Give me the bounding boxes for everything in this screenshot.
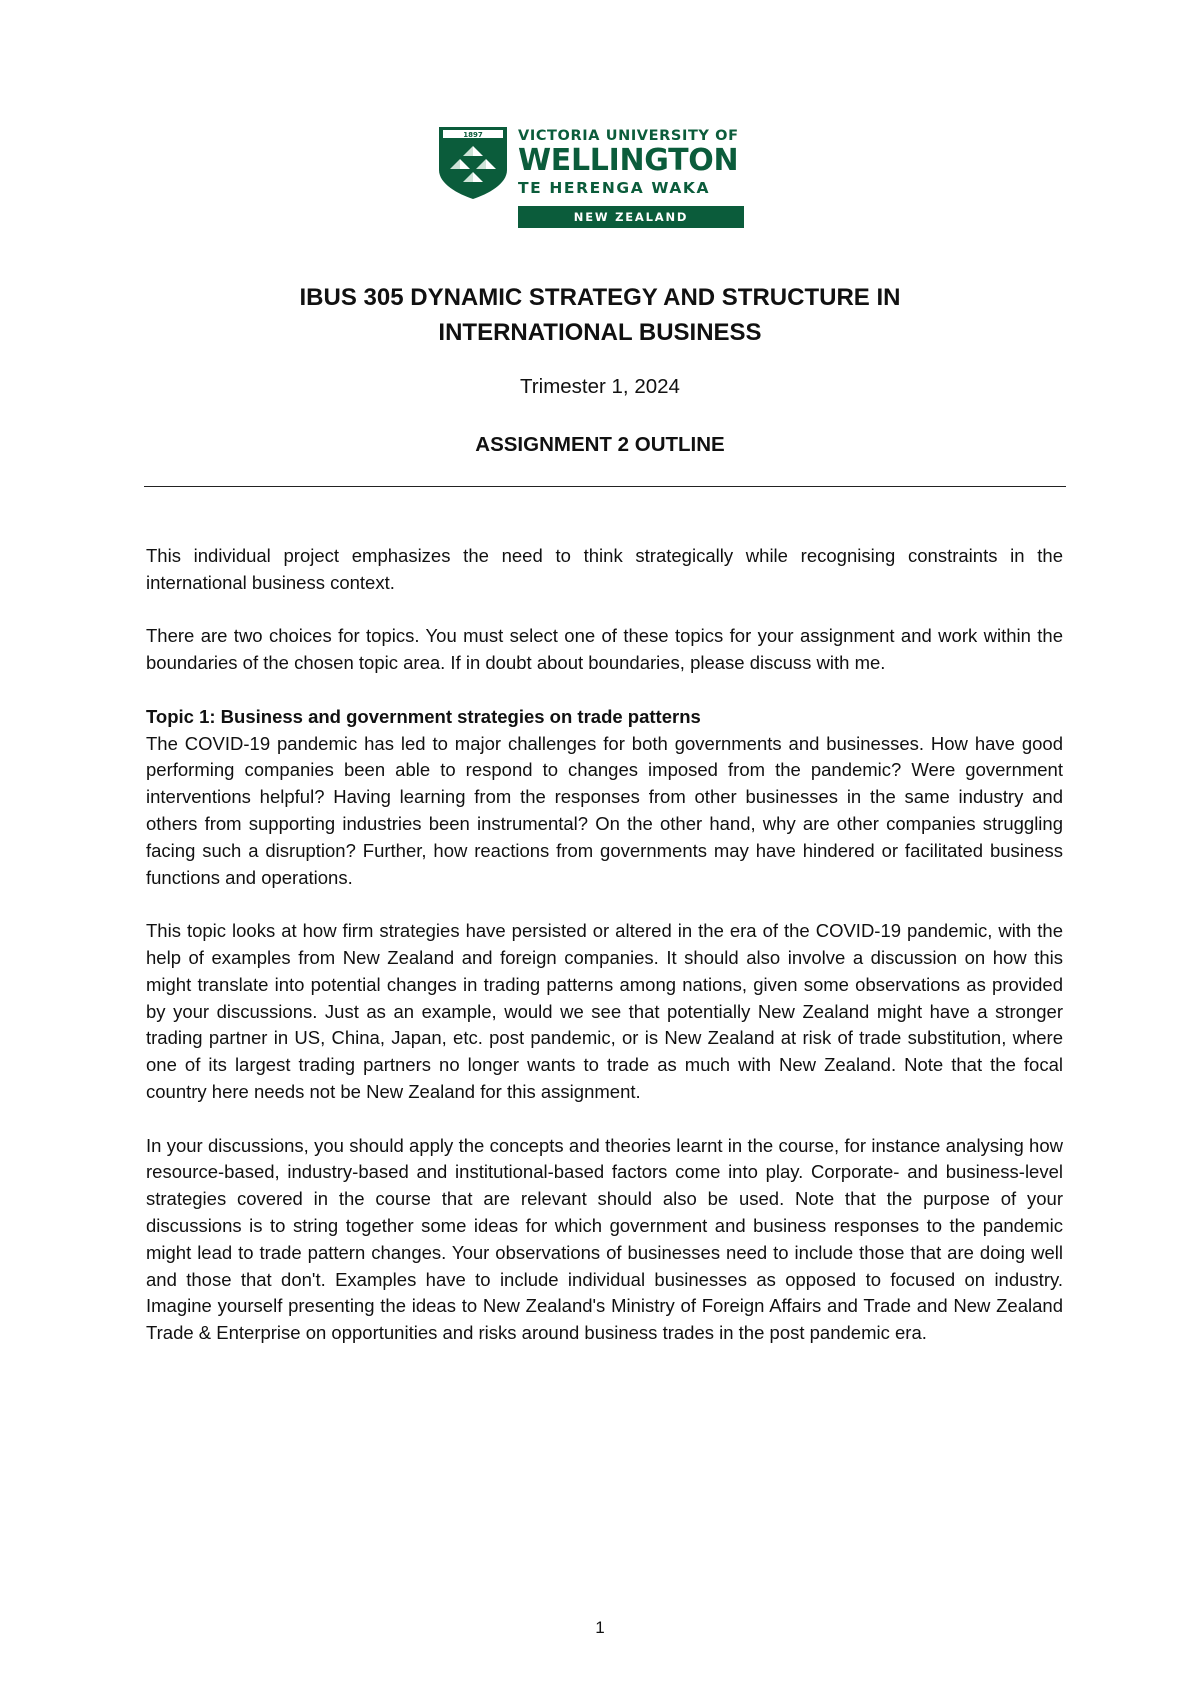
topic1-paragraph-2: This topic looks at how firm strategies have persisted or altered in the era of the COVID-19 pandemic, with the help of examples from New Zealand and foreign companies. It should also involve a discussion on how this might translate into potential changes in trading patterns among nations, given some observations as provided by your discussions. Just as an example, would we see that potentially New Zealand might have a stronger trading partner in US, China, Japan, etc. post pandemic, or is New Zealand at risk of trade substitution, where one of its largest trading partners no longer wants to trade as much with New Zealand. Note that the focal country here needs not be New Zealand for this assignment. [146, 920, 1063, 1102]
intro-paragraph: This individual project emphasizes the need to think strategically while recognising constraints in the international business context. [146, 545, 1063, 593]
horizontal-divider [144, 486, 1066, 487]
topic-choices-paragraph: There are two choices for topics. You must select one of these topics for your assignment and work within the boundaries of the chosen topic area. If in doubt about boundaries, please discuss with me. [146, 625, 1063, 674]
logo-line-te-reo: TE HERENGA WAKA [518, 179, 711, 197]
logo-band-country: NEW ZEALAND [518, 206, 744, 228]
course-title [100, 280, 1100, 350]
course-title-line1: IBUS 305 DYNAMIC STRATEGY AND STRUCTURE IN [299, 284, 901, 311]
university-logo [438, 126, 750, 230]
document-body [146, 543, 1063, 1374]
topic1-paragraph-1: The COVID-19 pandemic has led to major challenges for both governments and businesses. How have good performing companies been able to respond to changes imposed from the pandemic? Were government interventions helpful? Having learning from the responses from other businesses in the same industry and others from supporting industries been instrumental? On the other hand, why are other companies struggling facing such a disruption? Further, how reactions from governments may have hindered or facilitated business functions and operations. [146, 732, 1063, 888]
course-title-line2: INTERNATIONAL BUSINESS [438, 319, 762, 346]
topic1-paragraph-3: In your discussions, you should apply the concepts and theories learnt in the course, for instance analysing how resource-based, industry-based and institutional-based factors come into play. Corporate- and business-level strategies covered in the course that are relevant should also be used. Note that the purpose of your discussions is to string together some ideas for which government and business responses to the pandemic might lead to trade pattern changes. Your observations of businesses need to include those that are doing well and those that don't. Examples have to include individual businesses as opposed to focused on industry. Imagine yourself presenting the ideas to New Zealand's Ministry of Foreign Affairs and Trade and New Zealand Trade & Enterprise on opportunities and risks around business trades in the post pandemic era. [146, 1134, 1063, 1344]
page-number: 1 [595, 1618, 605, 1637]
trimester-label: Trimester 1, 2024 [520, 375, 680, 398]
founding-year: 1897 [463, 130, 483, 139]
assignment-heading: ASSIGNMENT 2 OUTLINE [475, 433, 725, 456]
topic1-heading: Topic 1: Business and government strategies on trade patterns [146, 705, 701, 727]
shield-crest-icon [438, 126, 508, 200]
logo-line-wellington: WELLINGTON [518, 143, 739, 178]
logo-line-university: VICTORIA UNIVERSITY OF [518, 128, 739, 144]
